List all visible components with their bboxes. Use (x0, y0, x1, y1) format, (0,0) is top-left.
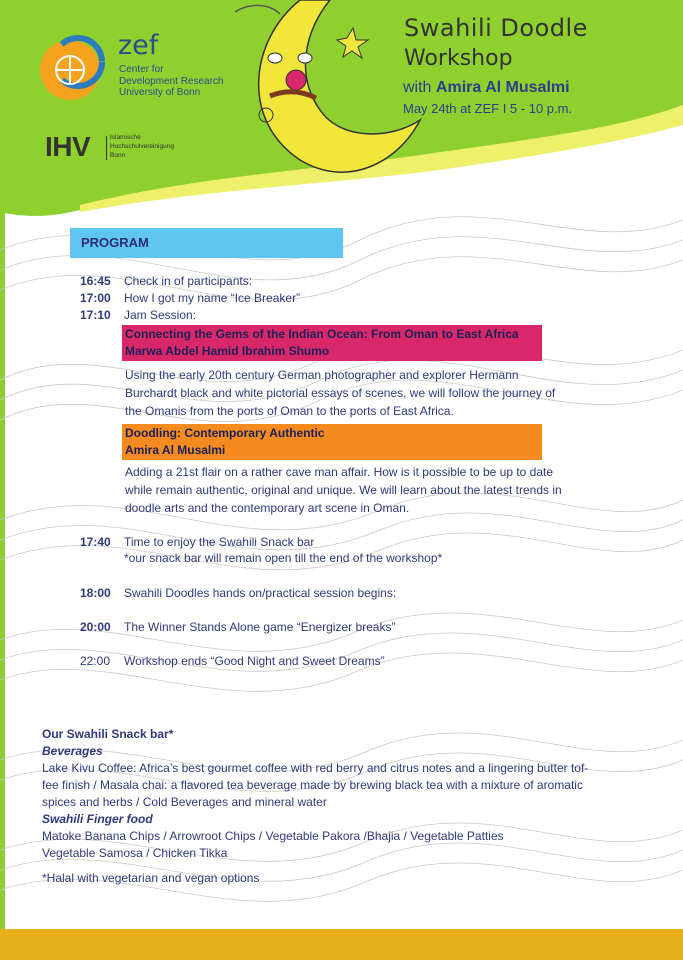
finger-food-list: Matoke Banana Chips / Arrowroot Chips / Vegetable Pakora /Bhajia / Vegetable Patties Vegetable Samosa / Chicken Tikka (42, 829, 504, 860)
program-time: 16:45 (80, 274, 111, 288)
presenter-name: Amira Al Musalmi (435, 79, 570, 96)
program-time: 18:00 (80, 586, 111, 600)
session2-title: Doodling: Contemporary Authentic (125, 426, 325, 440)
snack-bar-note: *our snack bar will remain open till the end of the workshop* (124, 551, 443, 565)
ihv-divider (106, 136, 107, 160)
session1-speaker: Marwa Abdel Hamid Ibrahim Shumo (125, 344, 330, 358)
program-item-text: Check in of participants: (124, 274, 253, 288)
program-time: 17:40 (80, 535, 111, 549)
program-item (80, 273, 111, 289)
snack-bar-title: Our Swahili Snack bar* (42, 727, 174, 741)
program-item-text: Jam Session: (124, 308, 197, 322)
zef-subtitle: Center for Development Research University of Bonn (119, 64, 224, 98)
ihv-logo-text: IHV (45, 131, 91, 162)
ihv-subtitle: Islamische Hochschulvereinigung Bonn (110, 134, 174, 159)
program-time: 20:00 (80, 620, 111, 634)
session2-description: Adding a 21st flair on a rather cave man affair. How is it possible to be up to date while remain authentic, original and unique. We will learn about the latest trends in doodle arts and the contemporary art scene in Oman. (125, 465, 562, 515)
title-line-1: Swahili Doodle (404, 14, 588, 42)
bottom-bar (0, 929, 683, 960)
halal-footnote: *Halal with vegetarian and vegan options (42, 871, 260, 885)
with-presenter: with Amira Al Musalmi (403, 79, 570, 96)
session1-description: Using the early 20th century German photographer and explorer Hermann Burchardt black and white pictorial essays of scenes, we will follow the journey of the Omanis from the ports of Oman to the ports of East Africa. (125, 368, 556, 418)
session1-title: Connecting the Gems of the Indian Ocean: From Oman to East Africa (125, 327, 519, 341)
program-item-text: Time to enjoy the Swahili Snack bar (124, 535, 315, 549)
date-line: May 24th at ZEF I 5 - 10 p.m. (403, 101, 573, 116)
title-line-2: Workshop (404, 46, 513, 71)
program-time: 17:10 (80, 308, 111, 322)
program-item-text: How I got my name “Ice Breaker” (124, 291, 301, 305)
zef-logo-text: zef (118, 30, 159, 61)
program-item-text: Workshop ends “Good Night and Sweet Dreams” (124, 654, 385, 668)
beverages-list: Lake Kivu Coffee: Africa’s best gourmet coffee with red berry and citrus notes and a lingering butter tof- fee finish / Masala chai: a flavored tea beverage made by brewing black tea with a mixture of aromatic spices and herbs / Cold Beverages and mineral water (42, 761, 589, 809)
program-time: 17:00 (80, 291, 111, 305)
program-item-text: Swahili Doodles hands on/practical session begins: (124, 586, 397, 600)
finger-food-heading: Swahili Finger food (42, 812, 153, 826)
program-item-text: The Winner Stands Alone game “Energizer breaks” (124, 620, 396, 634)
program-item (80, 307, 111, 323)
program-heading: PROGRAM (81, 235, 149, 250)
program-item (80, 290, 111, 306)
session2-speaker: Amira Al Musalmi (125, 443, 226, 457)
program-time: 22:00 (80, 654, 111, 668)
beverages-heading: Beverages (42, 744, 103, 758)
